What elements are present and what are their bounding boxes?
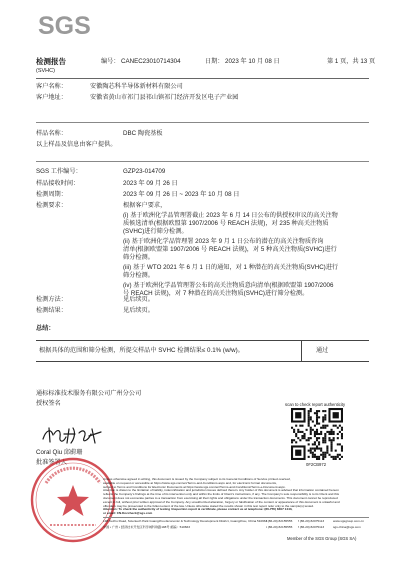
sample-received: 2023 年 09 月 26 日 — [123, 180, 178, 187]
report-date-label: 日期： — [205, 58, 224, 65]
qr-code-id: 0F2CB972 — [306, 462, 327, 467]
footer-fax-cn: f (86-20) 82075113 — [298, 525, 325, 529]
disclaimer-line: except in full, without prior written approval of the Company. Any unauthorized alteration, forgery or falsification of the content or appearance of this document is unlawful and — [103, 499, 340, 504]
report-no: CANEC23010714304 — [121, 58, 181, 65]
test-period-label: 检测周期： — [36, 191, 67, 198]
summary-label: 总结： — [36, 325, 55, 332]
footer-fax: f (86-20) 82075113 — [298, 519, 325, 523]
sgs-logo-text: SGS — [38, 12, 91, 40]
company-name: 通标标准技术服务有限公司广州分公司 — [36, 390, 142, 397]
requirement-line: 号 REACH 法规)，对 7 种潜在的高关注物质(SVHC)进行筛分检测。 — [123, 290, 309, 297]
disclaimer-line: or email: CN.Doccheck@sgs.com — [103, 511, 153, 516]
disclaimer-line: document does not exonerate parties to a transaction from exercising all their rights and obligations under the transaction documents. This document cannot be reproduced — [103, 495, 338, 500]
client-address-label: 客户地址： — [36, 94, 67, 101]
client-address: 安徽省黄山市祁门县祁山镇祁门经济开发区电子产业园 — [90, 94, 239, 101]
test-period: 2023 年 09 月 26 日 ~ 2023 年 10 月 08 日 — [123, 191, 240, 198]
legal-disclaimer — [103, 478, 369, 516]
authorized-signature-label: 授权签名 — [36, 400, 61, 407]
test-method: 见后续页。 — [123, 296, 154, 303]
report-subtitle: (SVHC) — [36, 68, 55, 74]
requirement-line: (i) 基于欧洲化学品管理署截止 2023 年 6 月 14 日公布的供授权审议的高关注物 — [123, 212, 338, 219]
disclaimer-line: reflects the Company's findings at the time of its intervention only and within the limits of Client's instructions, if any. The Company's sole responsibility is to its Client and this — [103, 492, 340, 497]
summary-cell-divider — [301, 341, 302, 361]
header-divider — [36, 78, 369, 79]
qr-caption: scan to check report authenticity — [285, 402, 346, 407]
test-result-label: 检测结果： — [36, 307, 67, 314]
summary-table — [36, 340, 369, 362]
footer-tel-cn: t (86-20) 82155555 — [266, 525, 293, 529]
sample-name-label: 样品名称： — [36, 130, 67, 137]
footer-address-en: 198 Kezhu Road, Scientech Park Guangzhou Economic & Technology Development District, Guangzhou, China 510663 — [103, 519, 268, 523]
disclaimer-line: Unless otherwise agreed in writing, this document is issued by the Company subject to its General Conditions of Service printed overleaf, — [103, 477, 291, 481]
test-result: 见后续页。 — [123, 307, 154, 314]
sample-name: DBC 陶瓷基板 — [123, 130, 163, 137]
requirement-line: (iv) 基于欧洲化学品管理署公布的高关注物质意向清单(根据欧盟第 1907/2006 — [123, 282, 334, 289]
requirement-line: (ii) 基于欧洲化学品管理署 2023 年 9 月 1 日公布的潜在的高关注物质咨询 — [123, 238, 324, 245]
disclaimer-line: Attention is drawn to the limitation of liability, indemnification and jurisdiction issues defined therein. Any holder of this document is advised that information contained hereon — [103, 488, 339, 493]
requirement-line: (SVHC)进行筛分检测。 — [123, 228, 188, 235]
test-requirement — [123, 202, 371, 298]
requirement-line: 筛分检测。 — [123, 272, 154, 279]
footer-address-cn: 中国 • 广州 • 经济技术开发区科学城科珠路198号 邮编：510663 — [103, 525, 190, 529]
report-date: 2023 年 10 月 08 日 — [225, 58, 280, 65]
summary-verdict: 通过 — [316, 347, 329, 354]
client-divider — [36, 122, 369, 123]
disclaimer-line: offenders may be prosecuted to the fullest extent of the law. Unless otherwise stated the results shown in this test report refer only to the sample(s) tested. — [103, 503, 314, 508]
client-name-label: 客户名称： — [36, 83, 67, 90]
test-method-label: 检测方法： — [36, 296, 67, 303]
report-no-label: 编号： — [101, 58, 120, 65]
footer-divider — [103, 517, 369, 518]
signer-title: 批准签署人 — [36, 459, 67, 466]
sgs-group-member: Member of the SGS Group (SGS SA) — [287, 536, 357, 541]
sample-received-label: 样品接收时间： — [36, 180, 80, 187]
footer-website[interactable]: www.sgsgroup.com.cn — [333, 519, 364, 523]
disclaimer-line: subject to Terms and Conditions for Electronic Documents at https://www.sgs.com/en/Terms-and-Conditions/Terms-e-Document.aspx. — [103, 484, 286, 489]
requirement-line: 质候选清单(根据欧盟第 1907/2006 号 REACH 法规)，对 235 种高关注物质 — [123, 220, 329, 227]
handwritten-signature — [40, 424, 104, 446]
client-name: 安徽陶芯科半导体新材料有限公司 — [90, 83, 183, 90]
report-title: 检测报告 — [36, 57, 66, 66]
footer-email[interactable]: sgs.china@sgs.com — [333, 525, 361, 529]
sgs-logo — [36, 10, 96, 40]
disclaimer-line: available on request or accessible at https://www.sgs.com/en/Terms-and-Conditions.aspx and, for electronic format documents, — [103, 480, 277, 485]
summary-text: 根据具体的范围和筛分检测，所提交样品中 SVHC 检测结果≤ 0.1% (w/w)。 — [39, 347, 244, 354]
page-number: 第 1 页，共 13 页 — [327, 58, 376, 65]
footer-tel: t (86-20) 82155555 — [266, 519, 293, 523]
sample-divider — [36, 161, 369, 162]
requirement-line: 清单(根据欧盟第 1907/2006 号 REACH 法规)，对 5 种高关注物质(SVHC)进行 — [123, 246, 337, 253]
sgs-job-no-label: SGS 工作编号： — [36, 168, 82, 175]
requirement-line: 根据客户要求， — [123, 202, 167, 209]
qr-code-icon[interactable] — [291, 408, 343, 460]
sgs-job-no: GZP23-014709 — [123, 168, 166, 175]
signer-name: Coral Qiu 邱蔚珊 — [36, 449, 83, 456]
disclaimer-line: Attention: To check the authenticity of testing /inspection report & certificate, please contact us at telephone: (86-755) 8307 1443, — [103, 507, 293, 512]
test-requirement-label: 检测要求： — [36, 202, 67, 209]
sample-note: 以上样品及信息由客户提供。 — [36, 141, 117, 148]
requirement-line: (iii) 基于 WTO 2021 年 6 月 1 日的通知，对 1 种潜在的高关注物质(SVHC)进行 — [123, 264, 339, 271]
requirement-line: 筛分检测。 — [123, 254, 154, 261]
